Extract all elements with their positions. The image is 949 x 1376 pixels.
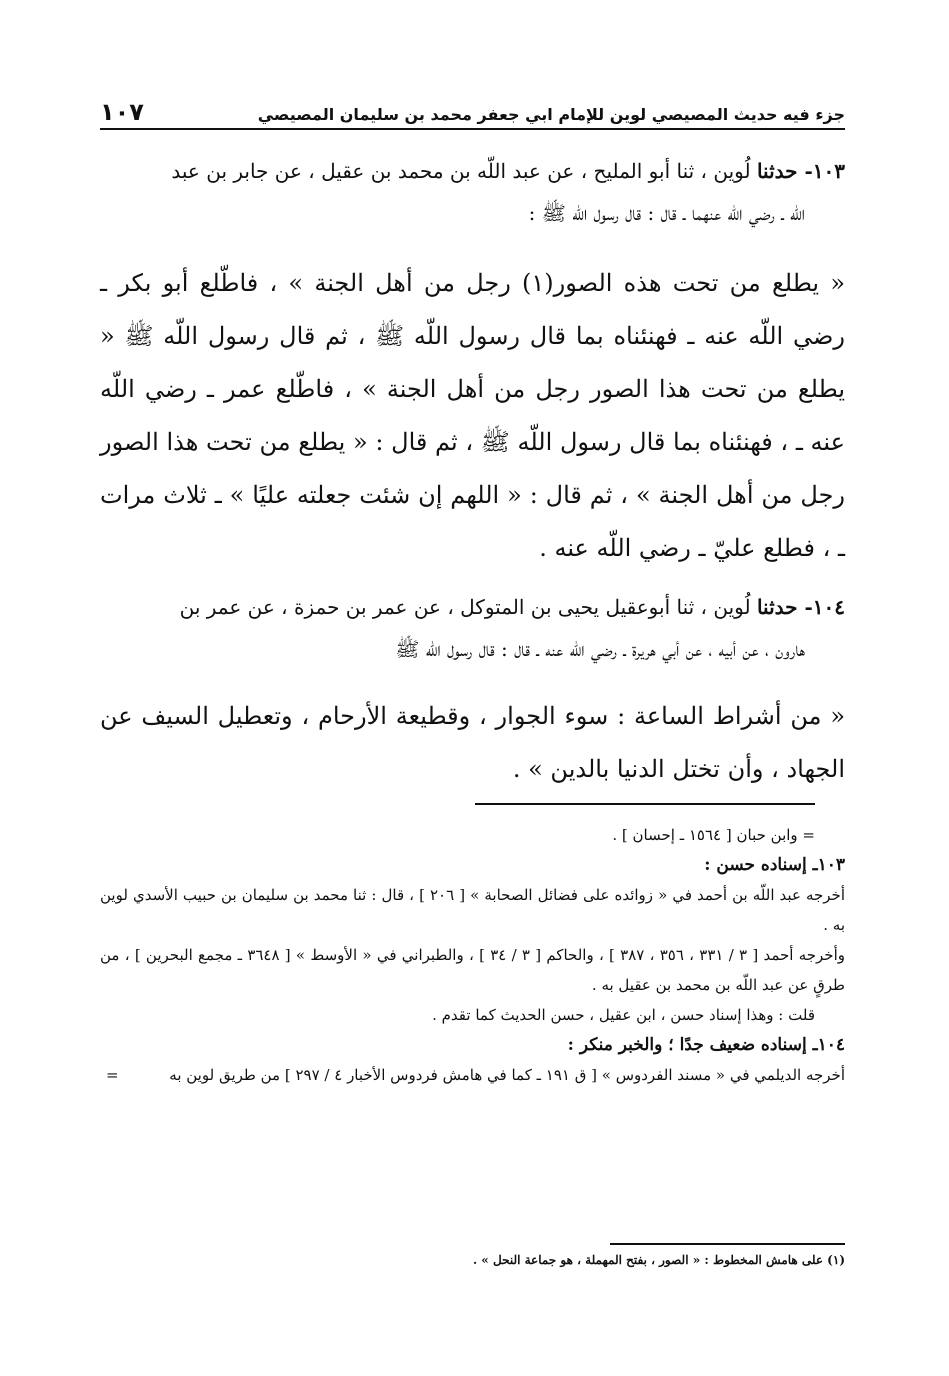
- hadith-103-number: ١٠٣- حدثنا: [756, 159, 845, 183]
- hadith-103-isnad: [100, 150, 845, 234]
- hadith-103-isnad-line1: لُوين ، ثنا أبو المليح ، عن عبد اللّه بن محمد بن عقيل ، عن جابر بن عبد: [171, 159, 751, 183]
- running-header: [100, 92, 845, 130]
- footnote-1: (١) على هامش المخطوط : « الصور ، بفتح المهملة ، هو جماعة النحل » .: [472, 1253, 845, 1267]
- footnote-separator: [610, 1243, 845, 1245]
- note-104-heading: ١٠٤ـ إسناده ضعيف جدًا ؛ والخبر منكر :: [567, 1035, 845, 1055]
- note-103-heading: ١٠٣ـ إسناده حسن :: [704, 855, 845, 875]
- header-title: جزء فيه حديث المصيصي لوين للإمام ابي جعفر محمد بن سليمان المصيصي: [257, 105, 845, 124]
- note-103-paragraph-1: أخرجه عبد اللّه بن أحمد في « زوائده على فضائل الصحابة » [ ٢٠٦ ] ، قال : ثنا محمد بن سليمان بن حبيب الأسدي لوين به .: [100, 886, 845, 934]
- hadith-104-isnad-line2: هارون ، عن أبيه ، عن أبي هريرة ـ رضي اللّه عنه ـ قال : قال رسول اللّه ﷺ: [395, 637, 805, 661]
- note-103-paragraph-3: قلت : وهذا إسناد حسن ، ابن عقيل ، حسن الحديث كما تقدم .: [432, 1006, 815, 1024]
- page-number: ١٠٧: [100, 98, 144, 126]
- takhrij-notes: [100, 820, 845, 1090]
- hadith-103-isnad-line2: اللّه ـ رضي اللّه عنهما ـ قال : قال رسول اللّه ﷺ :: [528, 201, 805, 225]
- hadith-104-number: ١٠٤- حدثنا: [756, 595, 845, 619]
- hadith-103-matn: « يطلع من تحت هذه الصور(١) رجل من أهل الجنة » ، فاطّلع أبو بكر ـ رضي اللّه عنه ـ فهنئناه بما قال رسول اللّه ﷺ ، ثم قال رسول اللّه ﷺ « يطلع من تحت هذا الصور رجل من أهل الجنة » ، فاطّلع عمر ـ رضي اللّه عنه ـ ، فهنئناه بما قال رسول اللّه ﷺ ، ثم قال : « يطلع من تحت هذا الصور رجل من أهل الجنة » ، ثم قال : « اللهم إن شئت جعلته عليًا » ـ ثلاث مرات ـ ، فطلع عليّ ـ رضي اللّه عنه .: [100, 269, 845, 562]
- note-104-continuation-mark: =: [106, 1066, 119, 1084]
- hadith-104-isnad: [100, 586, 845, 670]
- notes-separator: [475, 803, 815, 805]
- note-104-paragraph-1: [100, 1060, 845, 1090]
- note-103-paragraph-2: وأخرجه أحمد [ ٣ / ٣٣١ ، ٣٥٦ ، ٣٨٧ ] ، والحاكم [ ٣ / ٣٤ ] ، والطبراني في « الأوسط » [ ٣٦٤٨ ـ مجمع البحرين ] ، من طرقٍ عن عبد اللّه بن محمد بن عقيل به .: [100, 946, 845, 994]
- hadith-104-isnad-line1: لُوين ، ثنا أبوعقيل يحيى بن المتوكل ، عن عمر بن حمزة ، عن عمر بن: [179, 595, 751, 619]
- note-104-text: أخرجه الديلمي في « مسند الفردوس » [ ق ١٩١ ـ كما في هامش فردوس الأخبار ٤ / ٢٩٧ ] من طريق لوين به: [169, 1066, 845, 1084]
- hadith-104-matn: « من أشراط الساعة : سوء الجوار ، وقطيعة الأرحام ، وتعطيل السيف عن الجهاد ، وأن تختل الدنيا بالدين » .: [100, 702, 845, 783]
- note-carry-over: = وابن حبان [ ١٥٦٤ ـ إحسان ] .: [612, 826, 815, 844]
